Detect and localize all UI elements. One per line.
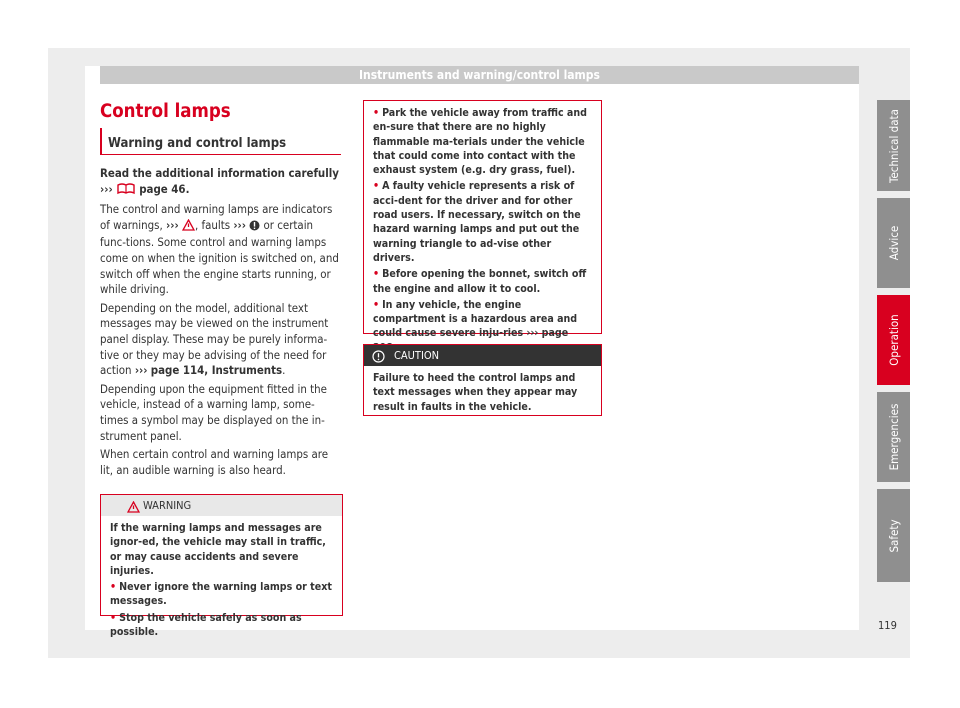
caution-box-body <box>364 366 601 422</box>
warning-bullet: • A faulty vehicle represents a risk of acci-dent for the driver and for other road users. If necessary, switch on the hazard warning lamps and put out the warning triangle to ad-vise other drivers. <box>373 180 581 264</box>
warning-box <box>100 494 343 639</box>
caution-box <box>363 344 602 416</box>
warning-bullet-text: Stop the vehicle safely as soon as possible. <box>110 611 302 639</box>
warning-box-body <box>101 516 342 647</box>
intro-page-link[interactable]: page 46. <box>139 181 190 196</box>
arrow-icon: ››› <box>233 217 246 232</box>
warning-bullet: • Before opening the bonnet, switch off the engine and allow it to cool. <box>373 268 587 295</box>
warning-box-header <box>101 495 342 516</box>
tab-label: Operation <box>886 314 901 366</box>
paragraph-1 <box>100 202 342 298</box>
paragraph-4: When certain control and warning lamps are lit, an audible warning is also heard. <box>100 447 329 477</box>
warning-triangle-icon <box>182 219 195 236</box>
p1-text-a: The control and warning lamps are indicators of warnings, <box>100 202 333 232</box>
section-header: Instruments and warning/control lamps <box>100 66 859 84</box>
hazard-page-link[interactable]: page <box>541 327 569 340</box>
intro-paragraph <box>100 166 342 199</box>
warning-bullet-text: A faulty vehicle represents a risk of acci-dent for the driver and for other road users. If necessary, switch on the hazard warning lamps and put out the warning triangle to ad-vise other drivers. <box>373 180 581 264</box>
p1-text-c: or certain func-tions. Some control and warning lamps come on when the ignition is switched on, and switch off when the engine starts running, or while driving. <box>100 217 339 297</box>
caution-circle-icon <box>372 349 385 370</box>
warning-box-cont-body <box>364 101 601 363</box>
tab-technical-data[interactable] <box>877 100 910 191</box>
caution-text: Failure to heed the control lamps and text messages when they appear may result in faults in the vehicle. <box>373 372 578 413</box>
page-number: 119 <box>878 619 897 632</box>
warning-bullet-text: In any vehicle, the engine compartment is a hazardous area and could cause severe inju-ries <box>373 298 578 340</box>
info-circle-icon <box>249 220 260 236</box>
tab-advice[interactable] <box>877 198 910 288</box>
intro-bold: Read the additional information carefully <box>100 166 339 180</box>
arrow-icon: ››› <box>134 363 148 378</box>
tab-emergencies[interactable] <box>877 392 910 482</box>
p1-text-b: , faults <box>194 217 231 232</box>
warning-bullet: • Stop the vehicle safely as soon as possible. <box>110 611 302 639</box>
tab-label: Emergencies <box>886 403 901 471</box>
warning-text: If the warning lamps and messages are ignor-ed, the vehicle may stall in traffic, or may cause accidents and severe injuries. <box>110 522 326 577</box>
arrow-icon: ››› <box>166 217 179 232</box>
warning-bullet-text: Before opening the bonnet, switch off the engine and allow it to cool. <box>373 268 587 295</box>
arrow-icon: ››› <box>526 327 539 340</box>
caution-box-header <box>364 345 601 366</box>
tab-operation[interactable] <box>877 295 910 385</box>
subtitle-block <box>100 128 341 155</box>
warning-bullet: • Park the vehicle away from traffic and en-sure that there are no highly flammable ma-terials under the vehicle that could come into contact with the exhaust system (e.g. dry grass, fuel). <box>373 107 587 177</box>
book-icon <box>116 183 136 200</box>
warning-bullet-text: Park the vehicle away from traffic and en-sure that there are no highly flammable ma-terials under the vehicle that could come into contact with the exhaust system (e.g. dry grass, fuel). <box>373 107 587 177</box>
warning-box-continued <box>363 100 602 340</box>
tab-label: Technical data <box>886 108 901 183</box>
tab-label: Advice <box>886 225 901 261</box>
warning-triangle-icon <box>127 499 140 520</box>
instruments-page-link[interactable]: page 114, Instruments <box>150 363 283 378</box>
left-column <box>100 166 342 481</box>
page-title: Control lamps <box>100 101 231 122</box>
warning-bullet: • In any vehicle, the engine compartment is a hazardous area and could cause severe inju-ries ››› page <box>373 298 593 355</box>
warning-bullet: • Never ignore the warning lamps or text messages. <box>110 581 332 608</box>
caution-label: CAUTION <box>394 349 440 362</box>
warning-label: WARNING <box>143 499 192 512</box>
warning-bullet-text: Never ignore the warning lamps or text messages. <box>110 581 332 608</box>
page-subtitle: Warning and control lamps <box>108 136 287 151</box>
tab-safety[interactable] <box>877 489 910 582</box>
tab-label: Safety <box>886 518 901 553</box>
paragraph-3: Depending upon the equipment fitted in the vehicle, instead of a warning lamp, some-times a symbol may be displayed on the in-strument panel. <box>100 381 327 443</box>
arrow-icon: ››› <box>100 181 113 196</box>
paragraph-2 <box>100 301 342 379</box>
p2-text-b: . <box>282 363 286 378</box>
p2-text-a: Depending on the model, additional text messages may be viewed on the instrument panel display. These may be purely informa-tive or they may be advising of the need for action <box>100 300 329 378</box>
